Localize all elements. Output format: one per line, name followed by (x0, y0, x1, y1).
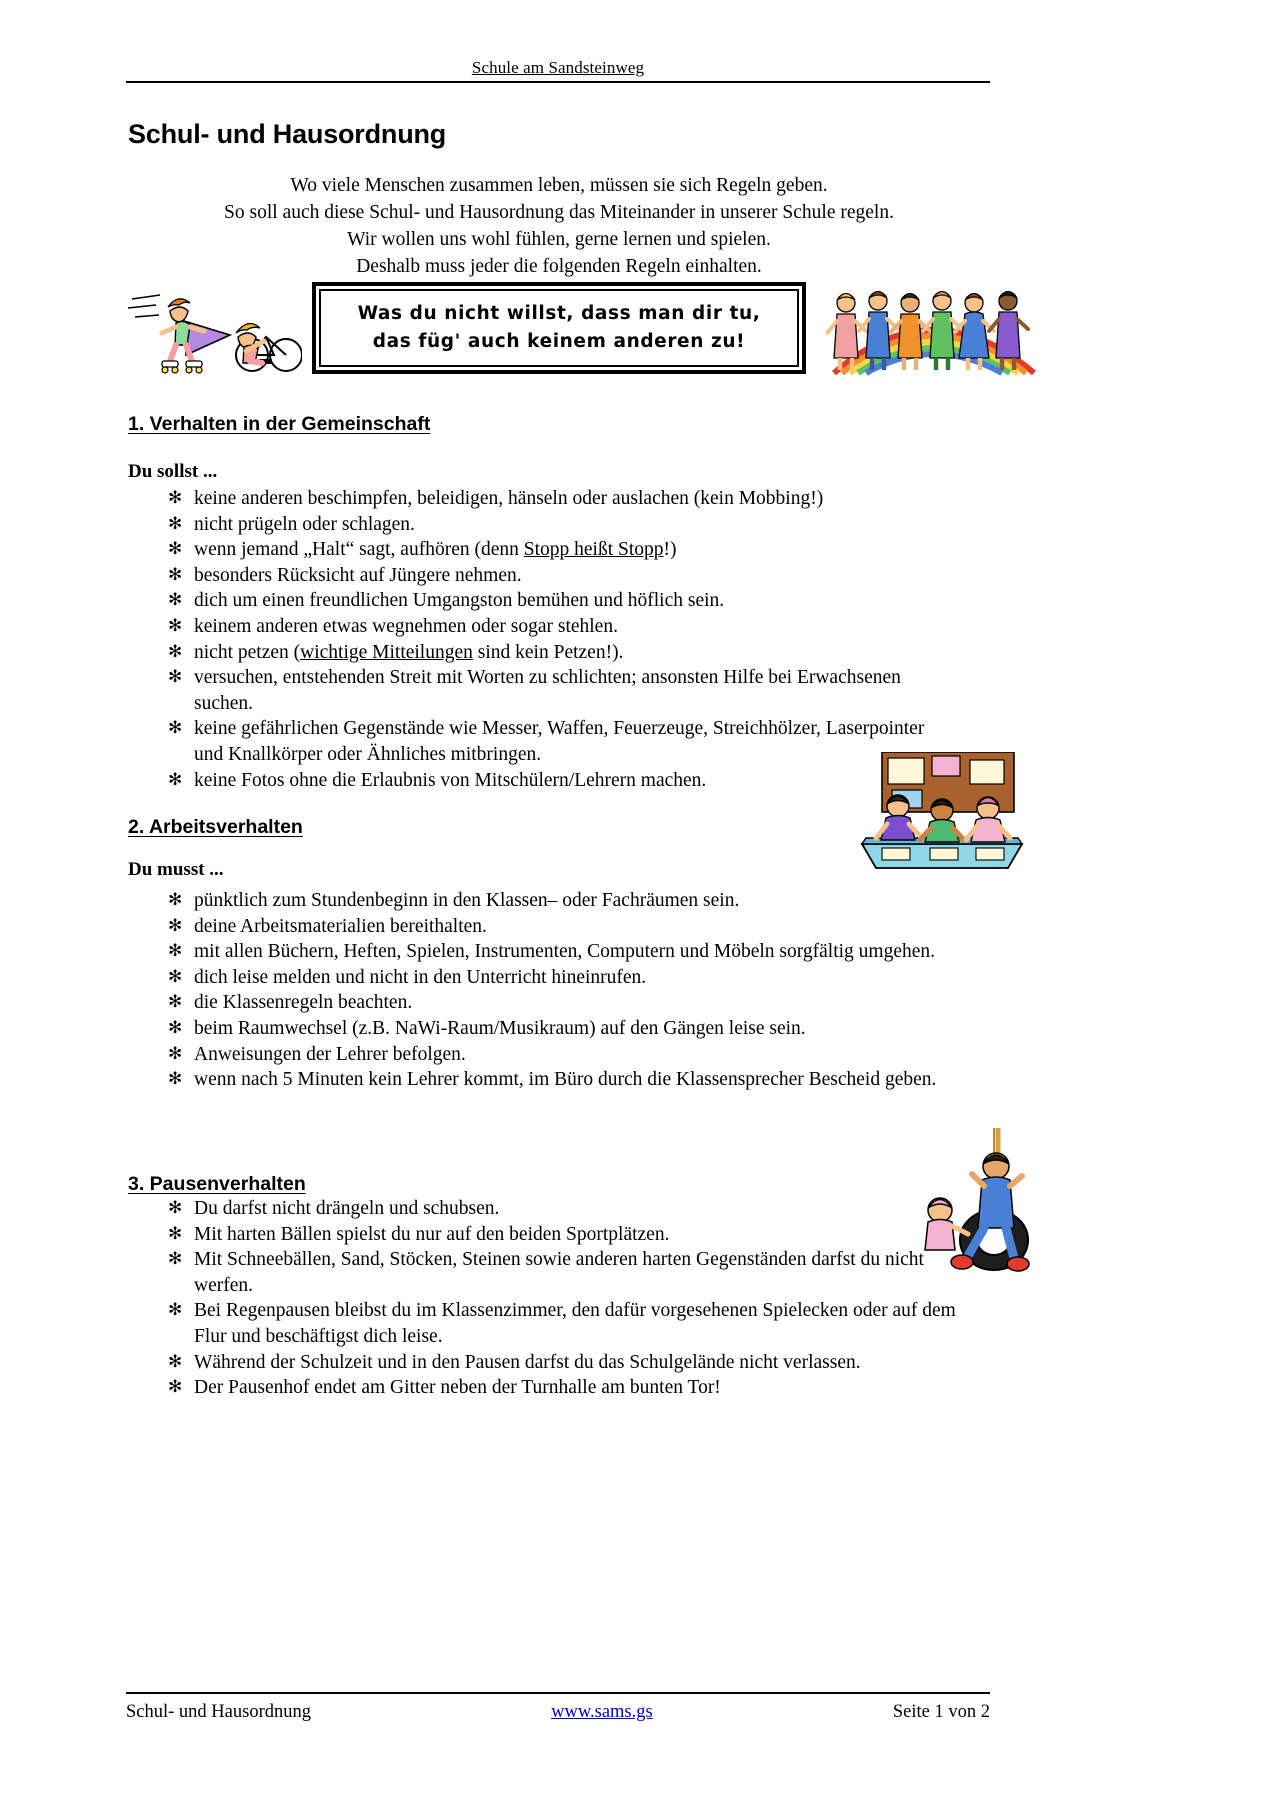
rule-item (168, 1196, 958, 1222)
asterisk-bullet-icon: ✻ (168, 1198, 183, 1218)
section-heading-1: 1. Verhalten in der Gemeinschaft (128, 413, 431, 435)
rule-item (168, 1222, 958, 1248)
rule-item-text: wenn nach 5 Minuten kein Lehrer kommt, im Büro durch die Klassensprecher Bescheid geben. (194, 1069, 937, 1091)
intro-paragraph (128, 172, 990, 280)
rule-item-text: nicht prügeln oder schlagen. (194, 513, 415, 535)
asterisk-bullet-icon: ✻ (168, 513, 183, 534)
asterisk-bullet-icon: ✻ (168, 769, 183, 790)
intro-line-2: So soll auch diese Schul- und Hausordnung das Miteinander in unserer Schule regeln. (224, 202, 894, 223)
rule-item-text: nicht petzen (wichtige Mitteilungen sind kein Petzen!). (194, 641, 624, 663)
rules-list-2 (168, 888, 968, 1093)
rule-item (168, 1350, 958, 1376)
rule-item (168, 1042, 968, 1068)
asterisk-bullet-icon: ✻ (168, 941, 183, 962)
rule-item (168, 537, 958, 563)
emphasised-phrase: wichtige Mitteilungen (300, 641, 473, 663)
rule-item (168, 1247, 958, 1298)
rule-item-text: keinem anderen etwas wegnehmen oder sogar stehlen. (194, 615, 618, 637)
quote-line-1: Was du nicht willst, dass man dir tu, (357, 303, 761, 324)
footer-website-link[interactable]: www.sams.gs (551, 1702, 653, 1722)
rule-item-text: wenn jemand „Halt“ sagt, aufhören (denn Stopp heißt Stopp!) (194, 539, 677, 561)
teacher-and-pupils-classroom-illustration (858, 752, 1026, 872)
asterisk-bullet-icon: ✻ (168, 641, 183, 662)
footer-left-text: Schul- und Hausordnung (126, 1702, 311, 1722)
section-lead-in-2: Du musst ... (128, 859, 224, 880)
rule-item (168, 939, 968, 965)
quote-line-2: das füg' auch keinem anderen zu! (372, 331, 746, 352)
rule-item-text: Mit harten Bällen spielst du nur auf den beiden Sportplätzen. (194, 1223, 670, 1245)
rule-item-text: dich um einen freundlichen Umgangston bemühen und höflich sein. (194, 590, 725, 612)
asterisk-bullet-icon: ✻ (168, 1300, 183, 1321)
asterisk-bullet-icon: ✻ (168, 966, 183, 987)
rule-item (168, 914, 968, 940)
running-header-text: Schule am Sandsteinweg (471, 58, 645, 77)
rule-item-text: deine Arbeitsmaterialien bereithalten. (194, 915, 487, 937)
asterisk-bullet-icon: ✻ (168, 1377, 183, 1398)
rule-item (168, 563, 958, 589)
rule-item (168, 1067, 968, 1093)
rule-item (168, 1375, 958, 1401)
asterisk-bullet-icon: ✻ (168, 1351, 183, 1372)
asterisk-bullet-icon: ✻ (168, 915, 183, 936)
rule-item (168, 665, 958, 716)
asterisk-bullet-icon: ✻ (168, 667, 183, 688)
page-footer (126, 1692, 990, 1724)
rule-item-text: besonders Rücksicht auf Jüngere nehmen. (194, 564, 522, 586)
rule-item-text: Während der Schulzeit und in den Pausen darfst du das Schulgelände nicht verlassen. (194, 1351, 861, 1373)
rule-item-text: Bei Regenpausen bleibst du im Klassenzimmer, den dafür vorgesehenen Spielecken oder auf dem Flur und beschäftigst dich leise. (194, 1300, 956, 1347)
rule-item (168, 888, 968, 914)
rule-item (168, 640, 958, 666)
rule-item (168, 1016, 968, 1042)
intro-line-1: Wo viele Menschen zusammen leben, müssen sie sich Regeln geben. (290, 175, 828, 196)
asterisk-bullet-icon: ✻ (168, 590, 183, 611)
rule-item (168, 588, 958, 614)
rule-item (168, 716, 958, 767)
rule-item (168, 990, 968, 1016)
rules-list-3 (168, 1196, 958, 1401)
asterisk-bullet-icon: ✻ (168, 615, 183, 636)
asterisk-bullet-icon: ✻ (168, 564, 183, 585)
asterisk-bullet-icon: ✻ (168, 992, 183, 1013)
children-holding-hands-rainbow-illustration (826, 281, 1042, 381)
rule-item-text: pünktlich zum Stundenbeginn in den Klassen– oder Fachräumen sein. (194, 890, 740, 911)
rule-item-text: keine gefährlichen Gegenstände wie Messer, Waffen, Feuerzeuge, Streichhölzer, Laserpointer und Knallkörper oder Ähnliches mitbringen. (194, 718, 925, 765)
footer-page-number: Seite 1 von 2 (892, 1702, 990, 1722)
asterisk-bullet-icon: ✻ (168, 718, 183, 739)
rule-item-text: Du darfst nicht drängeln und schubsen. (194, 1198, 500, 1219)
asterisk-bullet-icon: ✻ (168, 1069, 183, 1090)
golden-rule-quote-box (312, 282, 806, 374)
emphasised-phrase: Stopp heißt Stopp (523, 539, 664, 561)
rule-item (168, 1298, 958, 1349)
section-lead-in-1: Du sollst ... (128, 461, 218, 482)
asterisk-bullet-icon: ✻ (168, 488, 183, 508)
quote-row (126, 281, 1042, 383)
intro-line-3: Wir wollen uns wohl fühlen, gerne lernen und spielen. (347, 229, 771, 250)
rule-item (168, 965, 968, 991)
rule-item (168, 614, 958, 640)
rule-item-text: Der Pausenhof endet am Gitter neben der Turnhalle am bunten Tor! (194, 1377, 721, 1399)
golden-rule-quote-inner (319, 289, 799, 367)
intro-line-4: Deshalb muss jeder die folgenden Regeln einhalten. (356, 256, 762, 277)
section-heading-2: 2. Arbeitsverhalten (128, 816, 303, 838)
rule-item-text: dich leise melden und nicht in den Unterricht hineinrufen. (194, 966, 647, 988)
page-title: Schul- und Hausordnung (128, 119, 447, 149)
rule-item (168, 512, 958, 538)
rule-item-text: versuchen, entstehenden Streit mit Worten zu schlichten; ansonsten Hilfe bei Erwachsenen suchen. (194, 667, 901, 714)
rule-item-text: mit allen Büchern, Heften, Spielen, Instrumenten, Computern und Möbeln sorgfältig umgehen. (194, 941, 936, 963)
rule-item-text: Mit Schneebällen, Sand, Stöcken, Steinen sowie anderen harten Gegenständen darfst du nicht werfen. (194, 1249, 924, 1296)
rule-item (168, 768, 958, 794)
rules-list-1 (168, 486, 958, 793)
rule-item-text: beim Raumwechsel (z.B. NaWi-Raum/Musikraum) auf den Gängen leise sein. (194, 1017, 806, 1039)
rule-item (168, 486, 958, 512)
asterisk-bullet-icon: ✻ (168, 1043, 183, 1064)
rule-item-text: die Klassenregeln beachten. (194, 992, 413, 1014)
asterisk-bullet-icon: ✻ (168, 539, 183, 560)
running-header (126, 58, 990, 83)
asterisk-bullet-icon: ✻ (168, 1223, 183, 1244)
rule-item-text: keine anderen beschimpfen, beleidigen, hänseln oder auslachen (kein Mobbing!) (194, 488, 824, 509)
rule-item-text: Anweisungen der Lehrer befolgen. (194, 1043, 466, 1065)
asterisk-bullet-icon: ✻ (168, 1017, 183, 1038)
asterisk-bullet-icon: ✻ (168, 890, 183, 910)
section-heading-3: 3. Pausenverhalten (128, 1173, 306, 1195)
asterisk-bullet-icon: ✻ (168, 1249, 183, 1270)
rule-item-text: keine Fotos ohne die Erlaubnis von Mitschülern/Lehrern machen. (194, 769, 707, 791)
children-skating-and-cycling-illustration (126, 281, 302, 381)
